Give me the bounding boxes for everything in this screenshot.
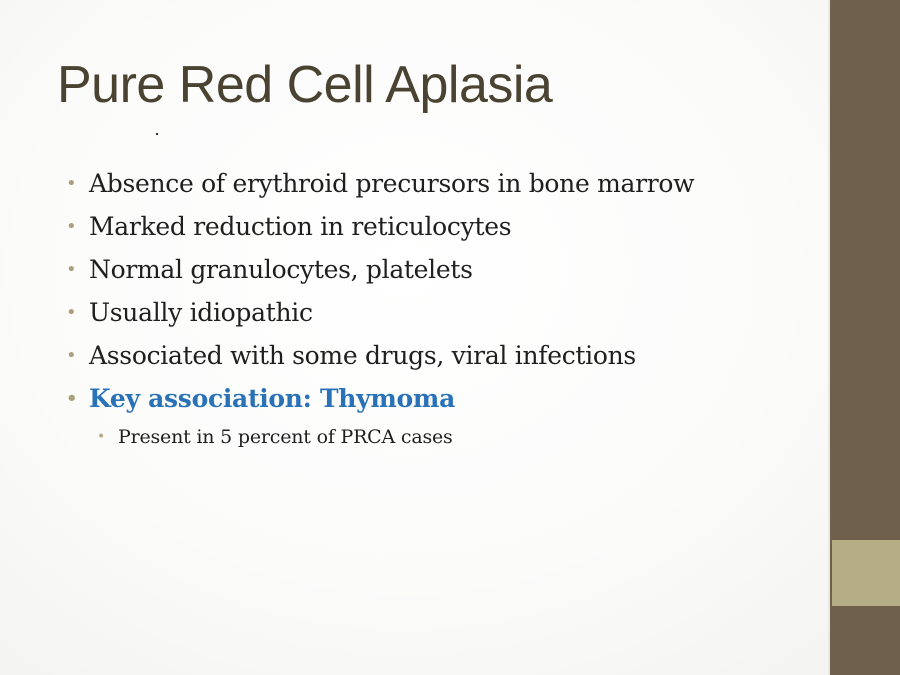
bullet-icon: •: [66, 216, 77, 237]
bullet-icon: •: [66, 302, 77, 323]
bullet-text: Associated with some drugs, viral infections: [89, 341, 636, 370]
bullet-item: [66, 205, 694, 248]
bullet-text: Absence of erythroid precursors in bone marrow: [89, 169, 695, 198]
stray-mark: [156, 133, 158, 135]
sub-bullet-item: [97, 422, 453, 452]
bullet-icon: •: [66, 345, 77, 366]
bullet-text: Key association: Thymoma: [89, 384, 455, 413]
bullet-icon: •: [66, 173, 77, 194]
bullet-icon: •: [66, 259, 77, 280]
sub-bullet-list: [97, 422, 453, 452]
bullet-item: [66, 162, 694, 205]
bullet-item: [66, 248, 694, 291]
key-association-bullet: [66, 377, 694, 420]
sub-bullet-text: Present in 5 percent of PRCA cases: [118, 426, 453, 448]
slide-title: Pure Red Cell Aplasia: [57, 56, 553, 114]
side-band-accent: [832, 540, 900, 606]
bullet-list: [66, 162, 694, 420]
bullet-item: [66, 291, 694, 334]
bullet-icon: •: [66, 388, 78, 409]
bullet-text: Marked reduction in reticulocytes: [89, 212, 512, 241]
bullet-text: Usually idiopathic: [89, 298, 313, 327]
bullet-text: Normal granulocytes, platelets: [89, 255, 473, 284]
bullet-item: [66, 334, 694, 377]
sub-bullet-icon: •: [97, 429, 106, 445]
